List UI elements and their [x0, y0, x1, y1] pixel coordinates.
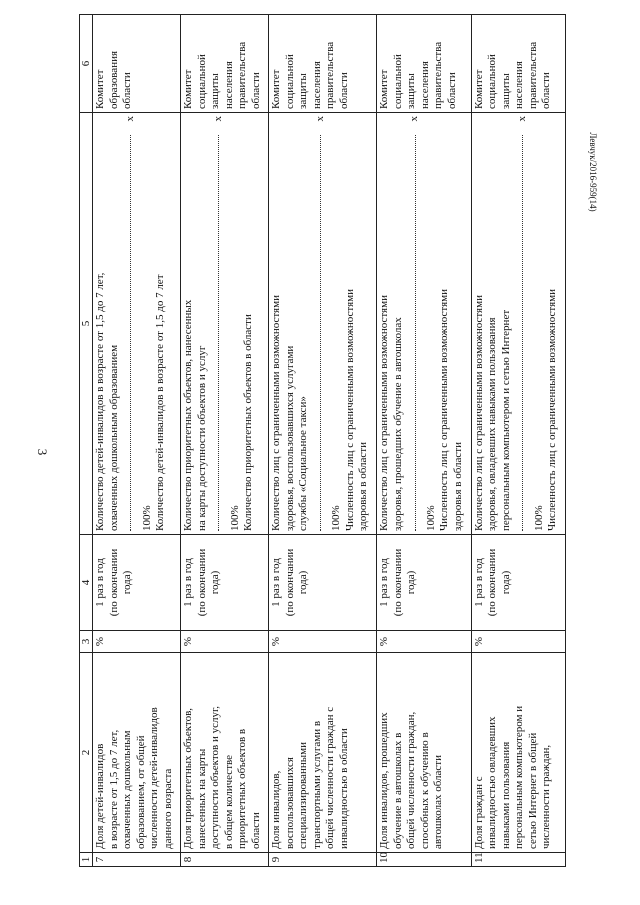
responsible-line: образования: [107, 50, 120, 109]
responsible-line: Комитет: [270, 69, 282, 109]
multiply-sign: x: [408, 116, 421, 122]
indicator-cell: [269, 653, 377, 853]
indicator-line: Доля инвалидов,: [270, 770, 282, 849]
fraction-line: [516, 116, 530, 531]
denominator-line: здоровья в области: [451, 442, 464, 531]
responsible-line: Комитет: [472, 69, 485, 109]
percent-value: 100%: [228, 505, 241, 531]
denominator-line: Численность лиц с ограниченными возможностями: [438, 289, 451, 531]
responsible-line: Комитет: [182, 69, 194, 109]
indicator-line: охваченных дошкольным: [121, 730, 133, 849]
fraction-rule: [320, 136, 321, 532]
responsible-line: населения: [513, 61, 526, 109]
rotated-table-container: [79, 15, 566, 867]
formula-cell: [471, 113, 565, 535]
responsible-line: населения: [418, 61, 431, 109]
responsible-line: Комитет: [378, 69, 391, 109]
table-row: [471, 15, 565, 867]
indicator-line: автошколах области: [432, 755, 445, 849]
formula-cell: [377, 113, 471, 535]
responsible-line: области: [540, 72, 553, 109]
unit-cell: %: [93, 631, 181, 653]
indicator-line: Доля приоритетных объектов,: [182, 707, 194, 849]
unit-cell: %: [181, 631, 269, 653]
indicator-line: общей численности граждан,: [405, 711, 418, 849]
responsible-line: Комитет: [94, 69, 106, 109]
indicator-line: общей численности граждан с: [324, 706, 336, 849]
period-line: 1 раз в год: [472, 558, 485, 607]
numerator-line: на карты доступности объектов и услуг: [195, 345, 208, 531]
indicators-table: [79, 14, 566, 867]
responsible-line: области: [445, 72, 458, 109]
table-row: [377, 15, 471, 867]
header-cell: 6: [80, 15, 93, 113]
responsible-line: области: [121, 72, 133, 109]
fraction-rule: [522, 136, 523, 532]
indicator-line: обучение в автошколах в: [391, 732, 404, 849]
indicator-line: воспользовавшихся: [283, 757, 296, 849]
indicator-line: специализированными: [297, 742, 309, 849]
multiply-sign: x: [212, 116, 224, 122]
denominator-line: Количество приоритетных объектов в области: [242, 314, 254, 531]
period-line: года): [499, 570, 512, 595]
table-row: [181, 15, 269, 867]
responsible-line: населения: [222, 61, 235, 109]
responsible-cell: [93, 15, 181, 113]
indicator-line: способных к обучению в: [418, 732, 431, 849]
indicator-line: доступности объектов и услуг,: [209, 705, 221, 849]
numerator-line: здоровья, овладевших навыками пользования: [486, 317, 499, 531]
header-cell: 2: [80, 653, 93, 853]
header-cell: 4: [80, 535, 93, 631]
header-cell: 3: [80, 631, 93, 653]
percent-value: 100%: [532, 505, 545, 531]
fraction-line: [124, 116, 138, 531]
numerator-line: охваченных дошкольным образованием: [107, 344, 120, 531]
period-line: 1 раз в год: [94, 558, 106, 607]
page-number: 3: [35, 448, 50, 456]
unit-cell: %: [471, 631, 565, 653]
indicator-line: образованием, от общей: [134, 735, 147, 849]
numerator-line: службы «Социальное такси»: [297, 396, 309, 531]
fraction-rule: [218, 136, 219, 532]
numerator-line: Количество лиц с ограниченными возможностями: [378, 295, 391, 531]
responsible-cell: [471, 15, 565, 113]
formula-cell: [181, 113, 269, 535]
responsible-line: правительства: [324, 41, 336, 109]
percent-value: 100%: [140, 505, 153, 531]
responsible-line: области: [249, 72, 262, 109]
denominator-line: Количество детей-инвалидов в возрасте от 1,5 до 7 лет: [154, 274, 166, 531]
percent-value: 100%: [330, 505, 342, 531]
indicator-line: Доля граждан с: [472, 776, 485, 849]
multiply-sign: x: [516, 116, 529, 122]
responsible-cell: [377, 15, 471, 113]
period-line: года): [297, 570, 309, 595]
fraction-rule: [415, 136, 416, 532]
formula-cell: [269, 113, 377, 535]
responsible-line: правительства: [526, 41, 539, 109]
header-cell: 5: [80, 113, 93, 535]
fraction-line: [212, 116, 226, 531]
indicator-cell: [181, 653, 269, 853]
period-cell: [377, 535, 471, 631]
unit-cell: %: [377, 631, 471, 653]
indicator-line: области: [249, 812, 262, 849]
responsible-line: социальной: [195, 54, 208, 109]
numerator-line: Количество лиц с ограниченными возможностями: [472, 295, 485, 531]
responsible-line: защиты: [405, 73, 418, 109]
period-line: года): [405, 570, 418, 595]
indicator-line: сетью Интернет в общей: [526, 732, 539, 849]
denominator-line: Численность лиц с ограниченными возможностями: [343, 289, 356, 531]
indicator-line: численности детей-инвалидов: [148, 707, 160, 849]
numerator-line: Количество детей-инвалидов в возрасте от 1,5 до 7 лет,: [94, 272, 106, 531]
period-line: (по окончании: [195, 548, 208, 617]
numerator-line: персональным компьютером и сетью Интернет: [499, 309, 512, 531]
percent-value: 100%: [424, 505, 437, 531]
unit-cell: %: [269, 631, 377, 653]
responsible-line: социальной: [391, 54, 404, 109]
header-cell: 1: [80, 853, 93, 867]
responsible-line: правительства: [236, 41, 248, 109]
responsible-cell: [181, 15, 269, 113]
indicator-cell: [377, 653, 471, 853]
period-cell: [471, 535, 565, 631]
numerator-line: Количество приоритетных объектов, нанесенных: [182, 299, 194, 531]
period-line: 1 раз в год: [270, 558, 282, 607]
indicator-line: инвалидностью овладевших: [486, 716, 499, 849]
period-line: (по окончании: [486, 548, 499, 617]
row-number-cell: 11: [471, 853, 565, 867]
responsible-line: правительства: [432, 41, 445, 109]
header-row: [80, 15, 93, 867]
period-line: года): [121, 570, 133, 595]
indicator-line: персональным компьютером и: [513, 705, 526, 849]
table-row: [93, 15, 181, 867]
table-row: [269, 15, 377, 867]
row-number-cell: 9: [269, 853, 377, 867]
multiply-sign: x: [313, 116, 326, 122]
footer-code: Левчук/2016-959(14): [588, 132, 598, 212]
fraction-rule: [130, 136, 131, 532]
indicator-line: численности граждан,: [540, 744, 553, 849]
responsible-line: защиты: [209, 73, 221, 109]
responsible-line: социальной: [283, 54, 296, 109]
indicator-line: навыками пользования: [499, 741, 512, 849]
indicator-line: транспортными услугами в: [310, 720, 323, 849]
responsible-cell: [269, 15, 377, 113]
multiply-sign: x: [124, 116, 136, 122]
indicator-line: Доля инвалидов, прошедших: [378, 712, 391, 849]
responsible-line: области: [337, 72, 350, 109]
indicator-line: инвалидностью в области: [337, 728, 350, 849]
indicator-line: Доля детей-инвалидов: [94, 743, 106, 849]
formula-cell: [93, 113, 181, 535]
period-cell: [181, 535, 269, 631]
indicator-cell: [93, 653, 181, 853]
numerator-line: Количество лиц с ограниченными возможностями: [270, 295, 282, 531]
numerator-line: здоровья, воспользовавшихся услугами: [283, 345, 296, 531]
indicator-line: нанесенных на карты: [195, 748, 208, 849]
denominator-line: здоровья в области: [357, 442, 369, 531]
responsible-line: социальной: [486, 54, 499, 109]
period-line: (по окончании: [283, 548, 296, 617]
indicator-line: приоритетных объектов в: [236, 728, 248, 849]
row-number-cell: 10: [377, 853, 471, 867]
period-line: года): [209, 570, 221, 595]
fraction-line: [314, 116, 328, 531]
period-line: (по окончании: [391, 548, 404, 617]
indicator-line: в возрасте от 1,5 до 7 лет,: [107, 729, 120, 849]
denominator-line: Численность лиц с ограниченными возможностями: [546, 289, 559, 531]
numerator-line: здоровья, прошедших обучение в автошколах: [391, 317, 404, 531]
indicator-line: данного возраста: [161, 768, 174, 849]
responsible-line: защиты: [499, 73, 512, 109]
indicator-line: в общем количестве: [222, 754, 235, 849]
responsible-line: защиты: [297, 73, 309, 109]
period-cell: [93, 535, 181, 631]
indicator-cell: [471, 653, 565, 853]
period-line: 1 раз в год: [378, 558, 391, 607]
period-line: 1 раз в год: [182, 558, 194, 607]
period-cell: [269, 535, 377, 631]
row-number-cell: 8: [181, 853, 269, 867]
row-number-cell: 7: [93, 853, 181, 867]
responsible-line: населения: [310, 61, 323, 109]
period-line: (по окончании: [107, 548, 120, 617]
fraction-line: [408, 116, 422, 531]
